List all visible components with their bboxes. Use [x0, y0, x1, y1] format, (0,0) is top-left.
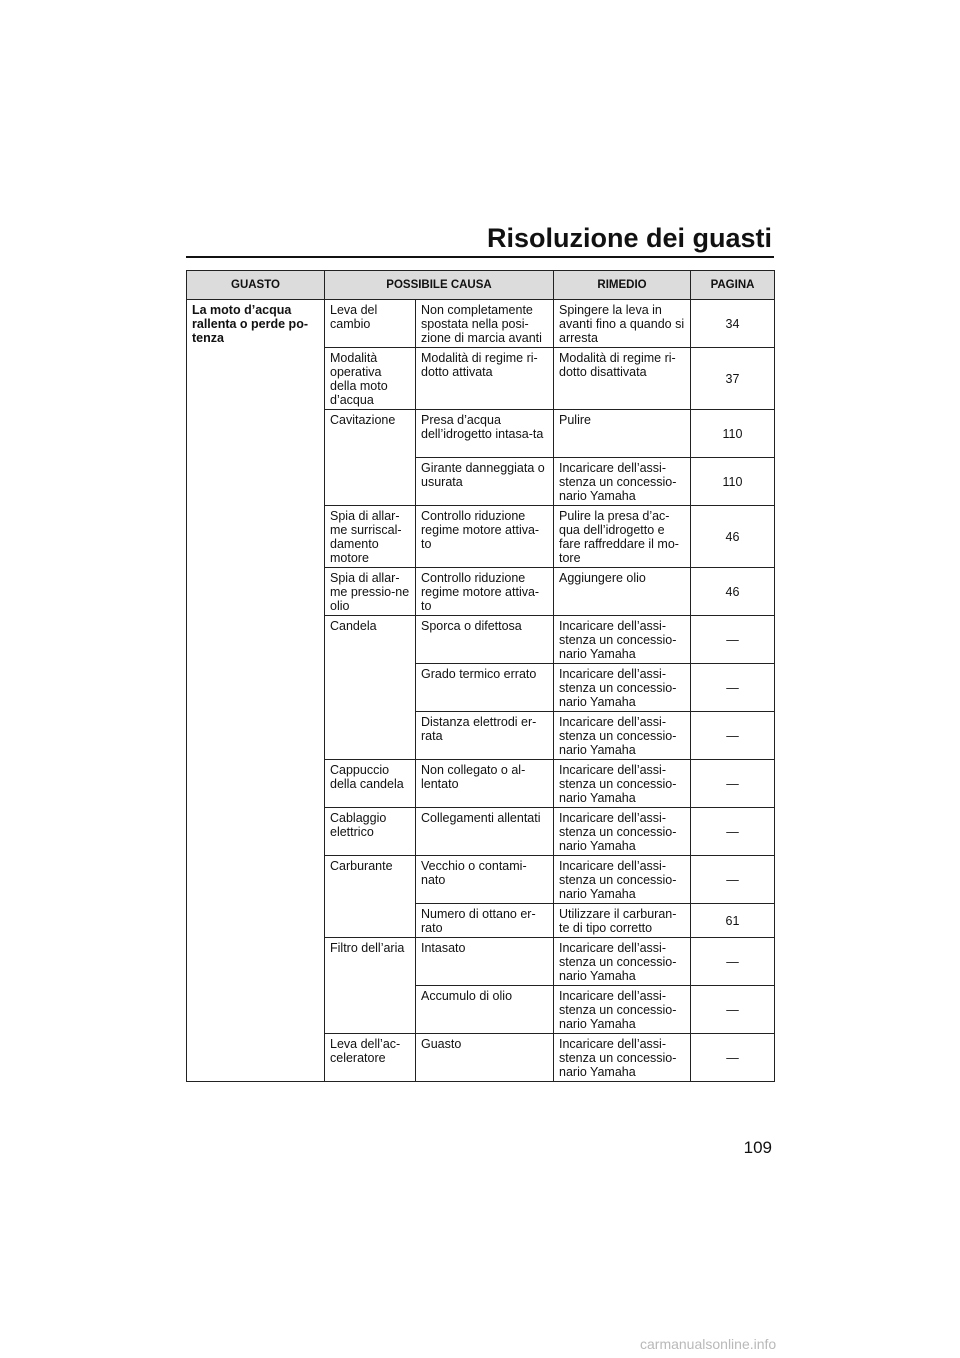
remedy-cell: Incaricare dell’assi-stenza un concessio-nario Yamaha — [554, 458, 691, 506]
remedy-cell: Pulire — [554, 410, 691, 458]
remedy-cell: Incaricare dell’assi-stenza un concessio-nario Yamaha — [554, 1034, 691, 1082]
cause-cell: Controllo riduzione regime motore attiva-to — [416, 568, 554, 616]
page-ref-cell: 46 — [691, 568, 775, 616]
page-ref-cell: 110 — [691, 410, 775, 458]
remedy-cell: Incaricare dell’assi-stenza un concessio-nario Yamaha — [554, 760, 691, 808]
component-cell: Modalità operativa della moto d’acqua — [325, 348, 416, 410]
remedy-cell: Incaricare dell’assi-stenza un concessio-nario Yamaha — [554, 664, 691, 712]
cause-cell: Controllo riduzione regime motore attiva-to — [416, 506, 554, 568]
component-cell: Spia di allar-me surriscal-damento motore — [325, 506, 416, 568]
remedy-cell: Utilizzare il carburan-te di tipo corretto — [554, 904, 691, 938]
troubleshooting-table — [186, 270, 775, 1082]
component-cell: Leva dell’ac-celeratore — [325, 1034, 416, 1082]
cause-cell: Vecchio o contami-nato — [416, 856, 554, 904]
cause-cell: Girante danneggiata o usurata — [416, 458, 554, 506]
remedy-cell: Aggiungere olio — [554, 568, 691, 616]
page-ref-cell: — — [691, 664, 775, 712]
component-cell: Candela — [325, 616, 416, 760]
cause-cell: Intasato — [416, 938, 554, 986]
page-title: Risoluzione dei guasti — [486, 223, 772, 253]
table-row — [187, 300, 775, 348]
component-cell: Carburante — [325, 856, 416, 938]
remedy-cell: Pulire la presa d’ac-qua dell’idrogetto e fare raffreddare il mo-tore — [554, 506, 691, 568]
cause-cell: Non completamente spostata nella posi-zione di marcia avanti — [416, 300, 554, 348]
page-number: 109 — [743, 1138, 772, 1157]
cause-cell: Grado termico errato — [416, 664, 554, 712]
header-remedy: RIMEDIO — [554, 271, 691, 300]
page-ref-cell: — — [691, 616, 775, 664]
remedy-cell: Incaricare dell’assi-stenza un concessio-nario Yamaha — [554, 856, 691, 904]
cause-cell: Modalità di regime ri-dotto attivata — [416, 348, 554, 410]
page-ref-cell: 110 — [691, 458, 775, 506]
remedy-cell: Incaricare dell’assi-stenza un concessio-nario Yamaha — [554, 616, 691, 664]
header-page: PAGINA — [691, 271, 775, 300]
header-fault: GUASTO — [187, 271, 325, 300]
page-ref-cell: — — [691, 938, 775, 986]
component-cell: Cablaggio elettrico — [325, 808, 416, 856]
remedy-cell: Incaricare dell’assi-stenza un concessio-nario Yamaha — [554, 808, 691, 856]
table-header-row — [187, 271, 775, 300]
cause-cell: Non collegato o al-lentato — [416, 760, 554, 808]
cause-cell: Guasto — [416, 1034, 554, 1082]
cause-cell: Numero di ottano er-rato — [416, 904, 554, 938]
page-ref-cell: — — [691, 712, 775, 760]
page-ref-cell: 37 — [691, 348, 775, 410]
remedy-cell: Incaricare dell’assi-stenza un concessio-nario Yamaha — [554, 986, 691, 1034]
component-cell: Filtro dell’aria — [325, 938, 416, 1034]
page-ref-cell: — — [691, 1034, 775, 1082]
cause-cell: Collegamenti allentati — [416, 808, 554, 856]
cause-cell: Distanza elettrodi er-rata — [416, 712, 554, 760]
component-cell: Cappuccio della candela — [325, 760, 416, 808]
cause-cell: Presa d’acqua dell’idrogetto intasa-ta — [416, 410, 554, 458]
component-cell: Cavitazione — [325, 410, 416, 506]
page-ref-cell: — — [691, 808, 775, 856]
page-ref-cell: 34 — [691, 300, 775, 348]
page-ref-cell: — — [691, 986, 775, 1034]
cause-cell: Sporca o difettosa — [416, 616, 554, 664]
header-cause: POSSIBILE CAUSA — [325, 271, 554, 300]
remedy-cell: Modalità di regime ri-dotto disattivata — [554, 348, 691, 410]
fault-cell: La moto d’acqua rallenta o perde po-tenza — [187, 300, 325, 1082]
page-ref-cell: 61 — [691, 904, 775, 938]
watermark-text: carmanualsonline.info — [640, 1336, 777, 1352]
page-ref-cell: 46 — [691, 506, 775, 568]
remedy-cell: Spingere la leva in avanti fino a quando si arresta — [554, 300, 691, 348]
component-cell: Spia di allar-me pressio-ne olio — [325, 568, 416, 616]
page-ref-cell: — — [691, 856, 775, 904]
remedy-cell: Incaricare dell’assi-stenza un concessio-nario Yamaha — [554, 712, 691, 760]
title-divider — [186, 256, 774, 258]
cause-cell: Accumulo di olio — [416, 986, 554, 1034]
page-ref-cell: — — [691, 760, 775, 808]
remedy-cell: Incaricare dell’assi-stenza un concessio-nario Yamaha — [554, 938, 691, 986]
component-cell: Leva del cambio — [325, 300, 416, 348]
